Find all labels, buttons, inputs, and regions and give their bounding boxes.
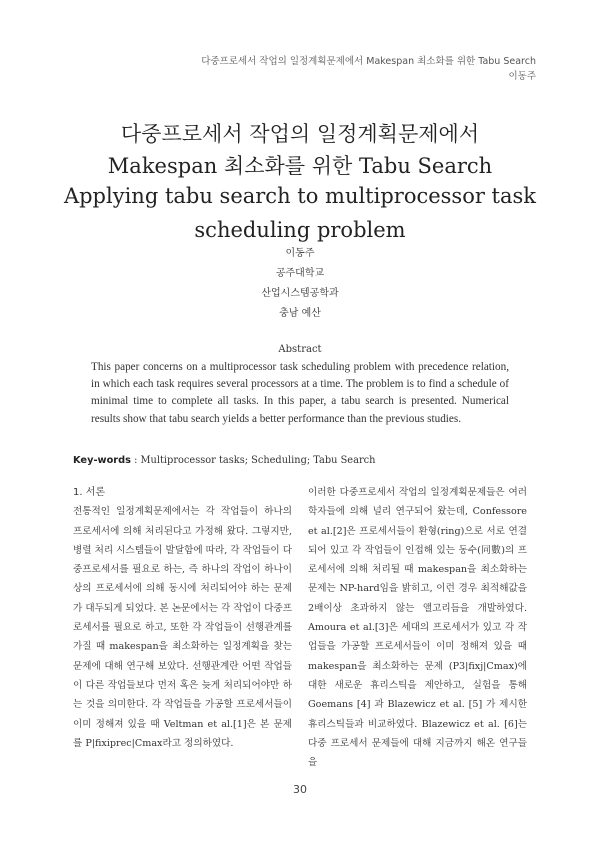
author-location: 충남 예산 bbox=[279, 308, 321, 319]
keywords-label: Key-words bbox=[73, 455, 131, 466]
title-english-line2: scheduling problem bbox=[194, 218, 406, 242]
author-university: 공주대학교 bbox=[275, 268, 325, 279]
running-title: 다중프로세서 작업의 일정계획문제에서 Makespan 최소화를 위한 Tabu Search bbox=[201, 56, 536, 67]
left-column-text: 전통적인 일정계획문제에서는 각 작업들이 하나의 프로세서에 의해 처리된다고 가정해 왔다. 그렇지만, 병렬 처리 시스템들이 발달함에 따라, 각 작업들이 다중프로세서를 필요로 하는, 즉 하나의 작업이 하나이상의 프로세서에 의해 동시에 처리되어야 하는 문제가 대두되게 되었다. 본 논문에서는 각 작업이 다중프로세서를 필요로 하고, 또한 각 작업들이 선행관계를 가질 때 makespan을 최소화하는 일정계획을 찾는 문제에 대해 연구해 보았다. 선행관계란 어떤 작업들이 다른 작업들보다 먼저 혹은 늦게 처리되어야만 하는 것을 의미한다. 각 작업들을 가공할 프로세서들이 이미 정해져 있을 때 Veltman et al.[1]은 본 문제를 P|fixiprec|Cmax라고 정의하였다. bbox=[73, 506, 293, 749]
author-department: 산업시스템공학과 bbox=[261, 288, 339, 299]
section-heading: 1. 서론 bbox=[73, 487, 106, 498]
keywords-line bbox=[73, 455, 533, 466]
body-left-column bbox=[73, 483, 292, 753]
author-name: 이동주 bbox=[285, 248, 315, 259]
keywords-text: : Multiprocessor tasks; Scheduling; Tabu Search bbox=[130, 455, 376, 466]
page-number: 30 bbox=[293, 783, 307, 796]
running-header bbox=[201, 54, 536, 84]
author-block bbox=[100, 244, 500, 324]
title-korean-line1: 다중프로세서 작업의 일정계획문제에서 bbox=[120, 122, 480, 146]
abstract-heading: Abstract bbox=[278, 344, 322, 355]
abstract-text: This paper concerns on a multiprocessor task scheduling problem with precedence relation, in which each task requires several processors at a time. The problem is to find a schedule of minimal time to complete all tasks. In this paper, a tabu search is presented. Numerical results show that tabu search yields a better performance than the previous studies. bbox=[91, 361, 509, 425]
title-english-line1: Applying tabu search to multiprocessor task bbox=[63, 184, 537, 208]
body-right-column bbox=[308, 483, 527, 772]
running-author: 이동주 bbox=[508, 71, 536, 82]
right-column-text: 이러한 다중프로세서 작업의 일정계획문제들은 여러 학자들에 의해 널리 연구되어 왔는데, Confessore et al.[2]은 프로세서들이 환형(ring)으로 서로 연결되어 있고 각 작업들이 인접해 있는 동수(同數)의 프로세서에 의해 처리될 때 makespan을 최소화하는 문제는 NP-hard임을 밝히고, 이런 경우 최적해값을 2배이상 초과하지 않는 앨고리듬을 개발하였다. Amoura et al.[3]은 세대의 프로세서가 있고 각 작업들을 가공할 프로세서들이 이미 정해져 있을 때 makespan을 최소화하는 문제 (P3|fixj|Cmax)에 대한 새로운 휴리스틱을 제안하고, 실험을 통해 Goemans [4] 과 Blazewicz et al. [5] 가 제시한 휴리스틱들과 비교하였다. Blazewicz et al. [6]는 다중 프로세서 문제들에 대해 지금까지 해온 연구들을 bbox=[308, 487, 527, 769]
title-korean-line2: Makespan 최소화를 위한 Tabu Search bbox=[107, 154, 493, 178]
